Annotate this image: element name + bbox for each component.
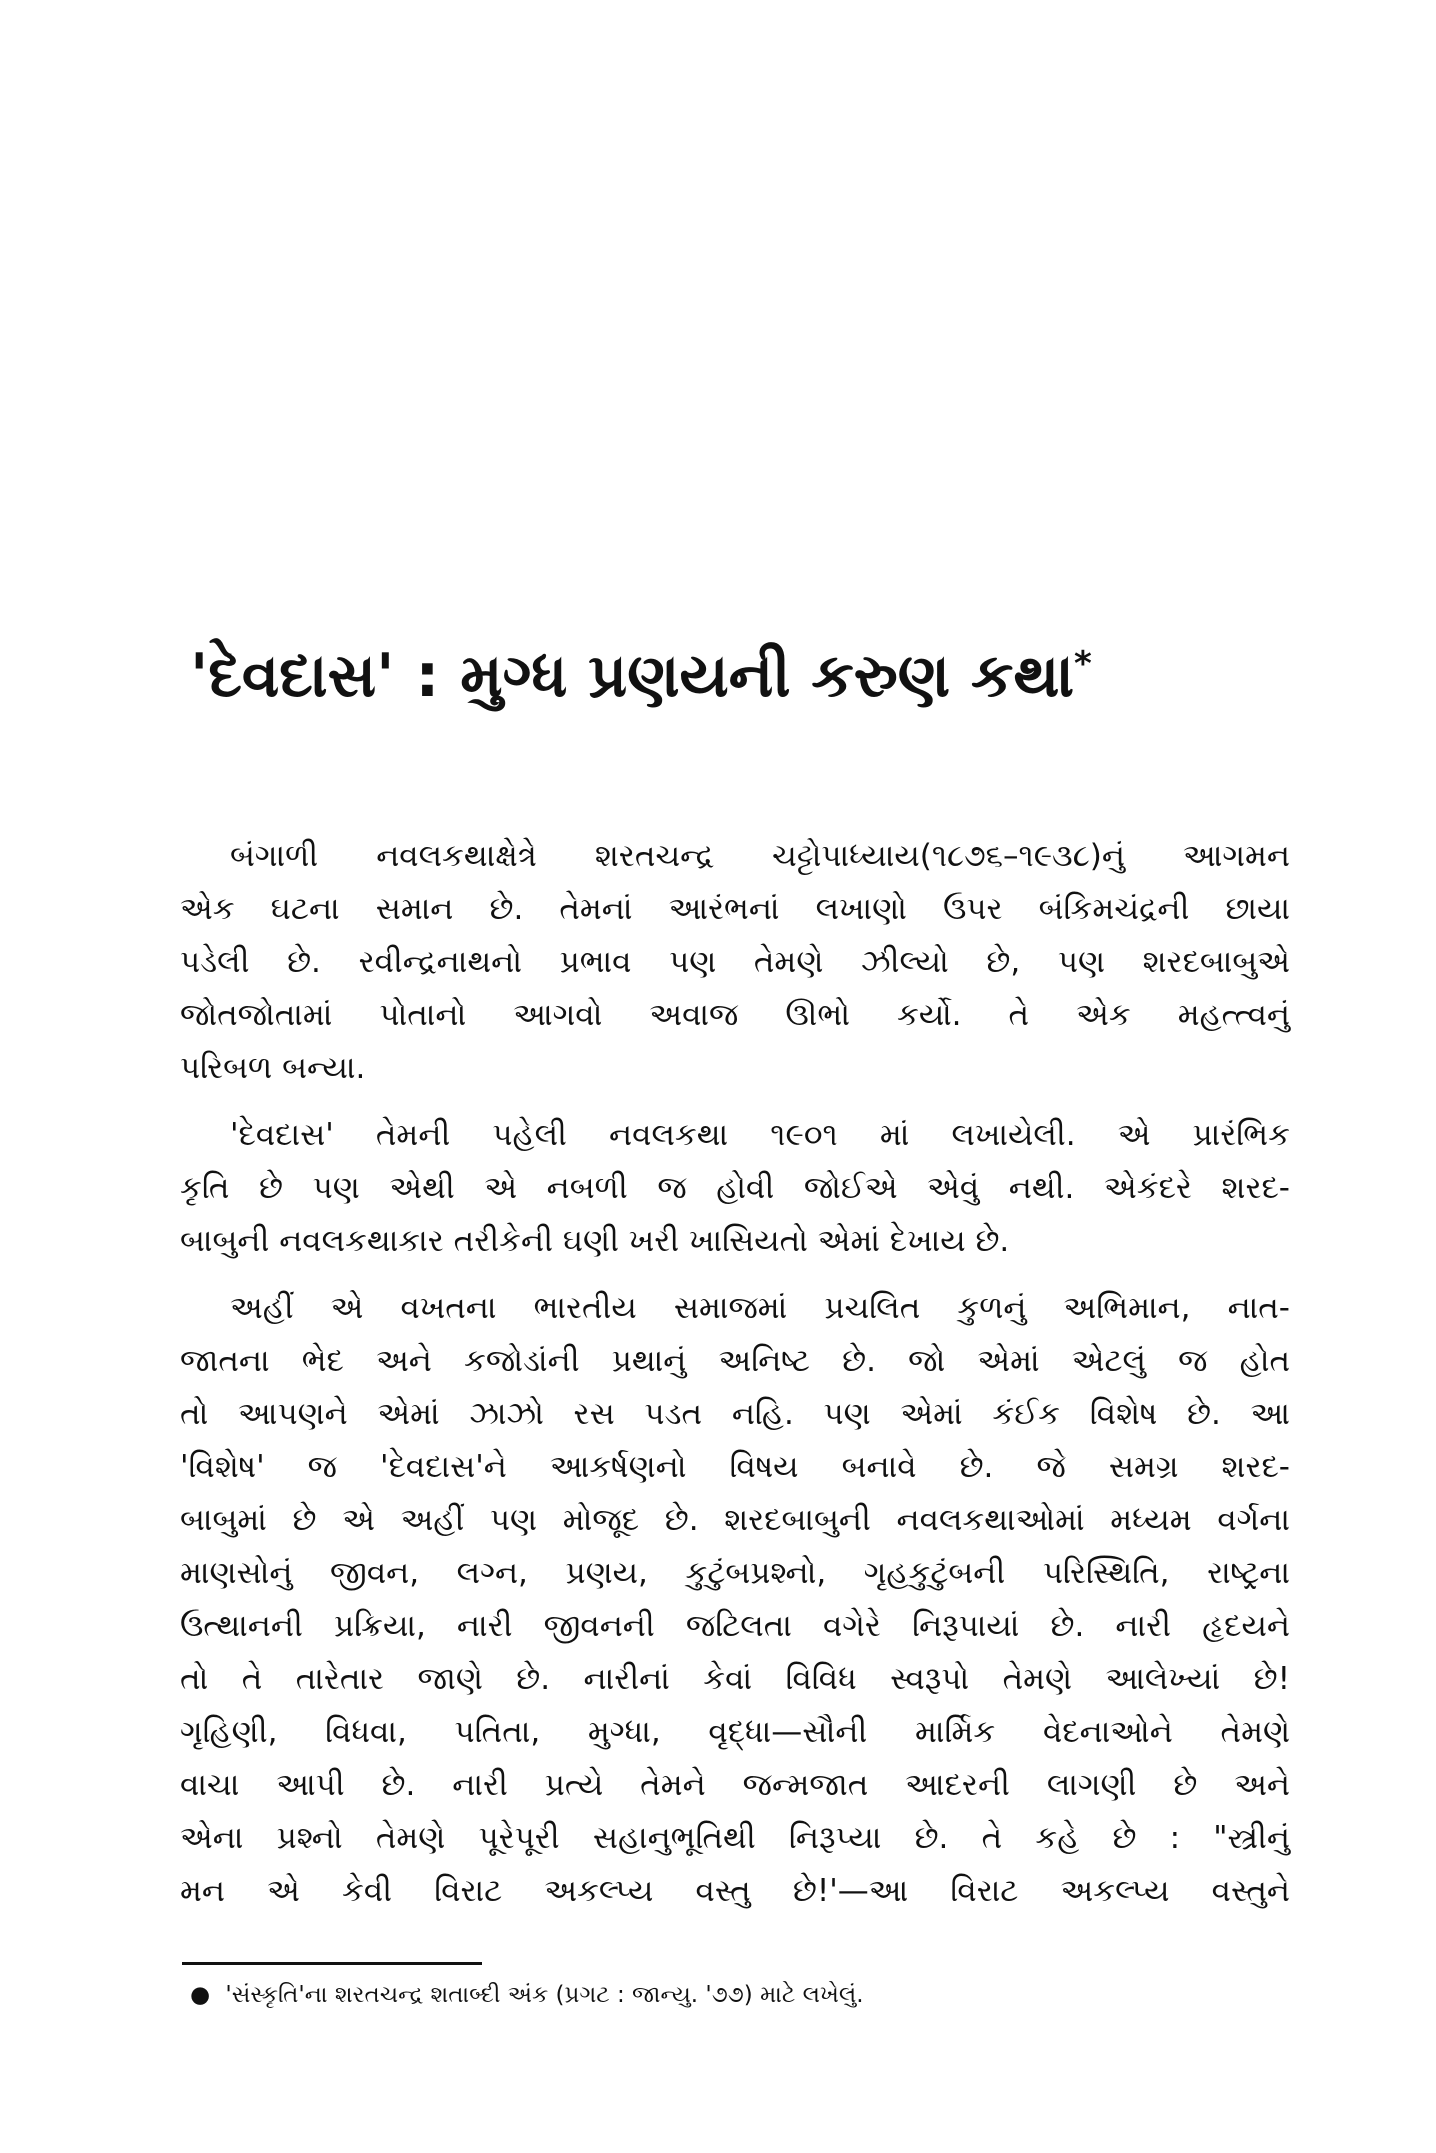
text-line: બાબુની નવલકથાકાર તરીકેની ઘણી ખરી ખાસિયતો એમાં દેખાય છે. [180, 1223, 1010, 1259]
text-line: ઉત્થાનની પ્રક્રિયા, નારી જીવનની જટિલતા વગેરે નિરૂપાયાં છે. નારી હૃદયને [180, 1608, 1290, 1644]
paragraph-3 [180, 1282, 1290, 1918]
text-line: 'દેવદાસ' તેમની પહેલી નવલકથા ૧૯૦૧ માં લખાયેલી. એ પ્રારંભિક [230, 1117, 1290, 1153]
text-line: તો આપણને એમાં ઝાઝો રસ પડત નહિ. પણ એમાં કંઈક વિશેષ છે. આ [180, 1396, 1290, 1432]
paragraph-2 [180, 1109, 1290, 1268]
footnote-text: 'સંસ્કૃતિ'ના શરતચન્દ્ર શતાબ્દી અંક (પ્રગટ : જાન્યુ. '૭૭) માટે લખેલું. [225, 1982, 864, 2008]
footnote-bullet-icon: ● [190, 1982, 211, 2008]
text-line: વાચા આપી છે. નારી પ્રત્યે તેમને જન્મજાત આદરની લાગણી છે અને [180, 1767, 1290, 1803]
text-line: કૃતિ છે પણ એથી એ નબળી જ હોવી જોઈએ એવું નથી. એકંદરે શરદ- [180, 1170, 1290, 1206]
text-line: બંગાળી નવલકથાક્ષેત્રે શરતચન્દ્ર ચટ્ટોપાધ્યાય(૧૮૭૬–૧૯૩૮)નું આગમન [230, 838, 1290, 874]
body-text [180, 830, 1290, 1932]
text-line: 'વિશેષ' જ 'દેવદાસ'ને આકર્ષણનો વિષય બનાવે છે. જે સમગ્ર શરદ- [180, 1449, 1290, 1485]
text-line: પરિબળ બન્યા. [180, 1050, 366, 1086]
text-line: તો તે તારેતાર જાણે છે. નારીનાં કેવાં વિવિધ સ્વરૂપો તેમણે આલેખ્યાં છે! [180, 1661, 1290, 1697]
text-line: માણસોનું જીવન, લગ્ન, પ્રણય, કુટુંબપ્રશ્નો, ગૃહકુટુંબની પરિસ્થિતિ, રાષ્ટ્રના [180, 1555, 1290, 1591]
footnote-divider [182, 1962, 482, 1965]
text-line: એક ઘટના સમાન છે. તેમનાં આરંભનાં લખાણો ઉપર બંકિમચંદ્રની છાયા [180, 891, 1290, 927]
text-line: જાતના ભેદ અને કજોડાંની પ્રથાનું અનિષ્ટ છે. જો એમાં એટલું જ હોત [180, 1343, 1290, 1379]
text-line: એના પ્રશ્નો તેમણે પૂરેપૂરી સહાનુભૂતિથી નિરૂપ્યા છે. તે કહે છે : "સ્ત્રીનું [180, 1820, 1290, 1856]
text-line: ગૃહિણી, વિધવા, પતિતા, મુગ્ધા, વૃદ્ધા—સૌની માર્મિક વેદનાઓને તેમણે [180, 1714, 1290, 1750]
footnote-reference-marker: * [1074, 644, 1092, 684]
text-line: જોતજોતામાં પોતાનો આગવો અવાજ ઊભો કર્યો. તે એક મહત્ત્વનું [180, 997, 1290, 1033]
text-line: પડેલી છે. રવીન્દ્રનાથનો પ્રભાવ પણ તેમણે ઝીલ્યો છે, પણ શરદબાબુએ [180, 944, 1290, 980]
paragraph-1 [180, 830, 1290, 1095]
chapter-title [190, 640, 1290, 712]
chapter-title-text: 'દેવદાસ' : મુગ્ધ પ્રણયની કરુણ કથા [190, 641, 1075, 711]
text-line: બાબુમાં છે એ અહીં પણ મોજૂદ છે. શરદબાબુની નવલકથાઓમાં મધ્યમ વર્ગના [180, 1502, 1290, 1538]
text-line: મન એ કેવી વિરાટ અકલ્પ્ય વસ્તુ છે!'—આ વિરાટ અકલ્પ્ય વસ્તુને [180, 1873, 1290, 1909]
footnote [190, 1978, 1290, 2012]
text-line: અહીં એ વખતના ભારતીય સમાજમાં પ્રચલિત કુળનું અભિમાન, નાત- [230, 1290, 1290, 1326]
